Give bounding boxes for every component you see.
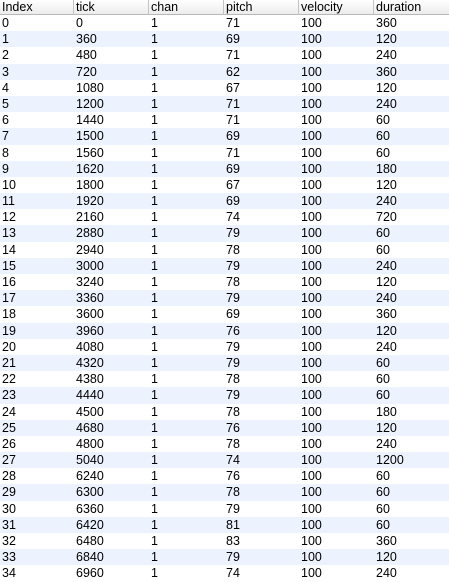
- table-header: [0, 0, 449, 15]
- table-row[interactable]: [0, 31, 449, 47]
- duration-cell: 60: [376, 517, 390, 532]
- table-row[interactable]: [0, 371, 449, 387]
- chan-cell: 1: [151, 258, 158, 273]
- velocity-cell: 100: [301, 210, 322, 225]
- chan-cell: 1: [151, 355, 158, 370]
- index-cell: 15: [2, 258, 16, 273]
- velocity-cell: 100: [301, 517, 322, 532]
- chan-cell: 1: [151, 161, 158, 176]
- duration-cell: 60: [376, 226, 390, 241]
- index-cell: 19: [2, 323, 16, 338]
- tick-cell: 6300: [76, 485, 104, 500]
- pitch-cell: 71: [226, 48, 240, 63]
- velocity-cell: 100: [301, 32, 322, 47]
- velocity-cell: 100: [301, 177, 322, 192]
- index-cell: 12: [2, 210, 16, 225]
- duration-cell: 240: [376, 566, 397, 581]
- velocity-cell: 100: [301, 566, 322, 581]
- pitch-cell: 71: [226, 16, 240, 30]
- velocity-cell: 100: [301, 436, 322, 451]
- tick-cell: 2940: [76, 242, 104, 257]
- pitch-cell: 78: [226, 485, 240, 500]
- table-row[interactable]: [0, 501, 449, 517]
- pitch-cell: 78: [226, 372, 240, 387]
- tick-cell: 2880: [76, 226, 104, 241]
- velocity-cell: 100: [301, 485, 322, 500]
- velocity-cell: 100: [301, 307, 322, 322]
- index-cell: 9: [2, 161, 9, 176]
- index-cell: 22: [2, 372, 16, 387]
- index-cell: 25: [2, 420, 16, 435]
- velocity-cell: 100: [301, 323, 322, 338]
- table-row[interactable]: [0, 387, 449, 403]
- index-cell: 3: [2, 64, 9, 79]
- duration-cell: 240: [376, 96, 397, 111]
- pitch-cell: 76: [226, 469, 240, 484]
- pitch-cell: 79: [226, 226, 240, 241]
- index-cell: 28: [2, 469, 16, 484]
- duration-cell: 180: [376, 161, 397, 176]
- tick-cell: 480: [76, 48, 97, 63]
- index-cell: 10: [2, 177, 16, 192]
- chan-cell: 1: [151, 145, 158, 160]
- chan-cell: 1: [151, 210, 158, 225]
- pitch-cell: 62: [226, 64, 240, 79]
- index-cell: 0: [2, 16, 9, 30]
- table-row[interactable]: [0, 96, 449, 112]
- chan-cell: 1: [151, 534, 158, 548]
- duration-cell: 360: [376, 64, 397, 79]
- velocity-cell: 100: [301, 550, 322, 565]
- table-row[interactable]: [0, 565, 449, 581]
- table-row[interactable]: [0, 112, 449, 128]
- pitch-cell: 79: [226, 355, 240, 370]
- index-cell: 4: [2, 80, 9, 95]
- velocity-cell: 100: [301, 113, 322, 128]
- tick-cell: 3240: [76, 275, 104, 289]
- chan-cell: 1: [151, 48, 158, 63]
- duration-cell: 240: [376, 48, 397, 63]
- table-row[interactable]: [0, 177, 449, 193]
- index-cell: 30: [2, 501, 16, 516]
- velocity-cell: 100: [301, 469, 322, 484]
- index-cell: 18: [2, 307, 16, 322]
- chan-cell: 1: [151, 469, 158, 484]
- chan-cell: 1: [151, 291, 158, 306]
- tick-cell: 6480: [76, 534, 104, 548]
- duration-cell: 360: [376, 16, 397, 30]
- velocity-cell: 100: [301, 404, 322, 419]
- tick-cell: 1080: [76, 80, 104, 95]
- table-row[interactable]: [0, 549, 449, 565]
- pitch-cell: 79: [226, 291, 240, 306]
- table-row[interactable]: [0, 533, 449, 549]
- table-row[interactable]: [0, 193, 449, 209]
- velocity-cell: 100: [301, 242, 322, 257]
- tick-cell: 6360: [76, 501, 104, 516]
- index-cell: 24: [2, 404, 16, 419]
- column-header-tick[interactable]: tick: [74, 0, 149, 15]
- pitch-cell: 79: [226, 501, 240, 516]
- tick-cell: 4380: [76, 372, 104, 387]
- index-cell: 8: [2, 145, 9, 160]
- index-cell: 23: [2, 388, 16, 403]
- pitch-cell: 78: [226, 436, 240, 451]
- duration-cell: 180: [376, 404, 397, 419]
- chan-cell: 1: [151, 420, 158, 435]
- index-cell: 32: [2, 534, 16, 548]
- index-cell: 20: [2, 339, 16, 354]
- tick-cell: 2160: [76, 210, 104, 225]
- velocity-cell: 100: [301, 129, 322, 144]
- table-row[interactable]: [0, 274, 449, 290]
- pitch-cell: 69: [226, 32, 240, 47]
- duration-cell: 240: [376, 436, 397, 451]
- duration-cell: 360: [376, 307, 397, 322]
- table-row[interactable]: [0, 145, 449, 161]
- table-row[interactable]: [0, 290, 449, 306]
- table-row[interactable]: [0, 355, 449, 371]
- table-row[interactable]: [0, 484, 449, 500]
- duration-cell: 60: [376, 113, 390, 128]
- index-cell: 34: [2, 566, 16, 581]
- duration-cell: 120: [376, 177, 397, 192]
- chan-cell: 1: [151, 16, 158, 30]
- tick-cell: 4500: [76, 404, 104, 419]
- duration-cell: 60: [376, 469, 390, 484]
- duration-cell: 60: [376, 129, 390, 144]
- tick-cell: 1620: [76, 161, 104, 176]
- duration-cell: 720: [376, 210, 397, 225]
- pitch-cell: 71: [226, 145, 240, 160]
- velocity-cell: 100: [301, 48, 322, 63]
- duration-cell: 120: [376, 32, 397, 47]
- index-cell: 29: [2, 485, 16, 500]
- tick-cell: 4800: [76, 436, 104, 451]
- pitch-cell: 79: [226, 258, 240, 273]
- index-cell: 26: [2, 436, 16, 451]
- duration-cell: 60: [376, 145, 390, 160]
- chan-cell: 1: [151, 96, 158, 111]
- table-row[interactable]: [0, 128, 449, 144]
- table-row[interactable]: [0, 80, 449, 96]
- pitch-cell: 74: [226, 566, 240, 581]
- duration-cell: 60: [376, 242, 390, 257]
- pitch-cell: 76: [226, 323, 240, 338]
- table-row[interactable]: [0, 161, 449, 177]
- table-row[interactable]: [0, 468, 449, 484]
- tick-cell: 4080: [76, 339, 104, 354]
- duration-cell: 60: [376, 355, 390, 370]
- chan-cell: 1: [151, 566, 158, 581]
- pitch-cell: 69: [226, 194, 240, 209]
- index-cell: 33: [2, 550, 16, 565]
- duration-cell: 120: [376, 323, 397, 338]
- index-cell: 13: [2, 226, 16, 241]
- duration-cell: 120: [376, 80, 397, 95]
- tick-cell: 3600: [76, 307, 104, 322]
- tick-cell: 1440: [76, 113, 104, 128]
- pitch-cell: 79: [226, 339, 240, 354]
- index-cell: 6: [2, 113, 9, 128]
- velocity-cell: 100: [301, 80, 322, 95]
- index-cell: 16: [2, 275, 16, 289]
- table-row[interactable]: [0, 339, 449, 355]
- duration-cell: 240: [376, 258, 397, 273]
- tick-cell: 1920: [76, 194, 104, 209]
- chan-cell: 1: [151, 550, 158, 565]
- tick-cell: 6960: [76, 566, 104, 581]
- tick-cell: 1560: [76, 145, 104, 160]
- pitch-cell: 69: [226, 161, 240, 176]
- chan-cell: 1: [151, 323, 158, 338]
- tick-cell: 6840: [76, 550, 104, 565]
- chan-cell: 1: [151, 388, 158, 403]
- velocity-cell: 100: [301, 372, 322, 387]
- table-row[interactable]: [0, 242, 449, 258]
- velocity-cell: 100: [301, 275, 322, 289]
- velocity-cell: 100: [301, 194, 322, 209]
- pitch-cell: 69: [226, 307, 240, 322]
- index-cell: 1: [2, 32, 9, 47]
- chan-cell: 1: [151, 307, 158, 322]
- table-row[interactable]: [0, 306, 449, 322]
- velocity-cell: 100: [301, 64, 322, 79]
- pitch-cell: 78: [226, 242, 240, 257]
- tick-cell: 720: [76, 64, 97, 79]
- chan-cell: 1: [151, 436, 158, 451]
- index-cell: 2: [2, 48, 9, 63]
- pitch-cell: 78: [226, 404, 240, 419]
- duration-cell: 120: [376, 275, 397, 289]
- velocity-cell: 100: [301, 96, 322, 111]
- duration-cell: 120: [376, 420, 397, 435]
- duration-cell: 1200: [376, 453, 404, 468]
- velocity-cell: 100: [301, 258, 322, 273]
- pitch-cell: 76: [226, 420, 240, 435]
- column-header-chan[interactable]: chan: [149, 0, 224, 15]
- table-row[interactable]: [0, 404, 449, 420]
- tick-cell: 1800: [76, 177, 104, 192]
- velocity-cell: 100: [301, 226, 322, 241]
- table-body: [0, 15, 449, 582]
- index-cell: 11: [2, 194, 15, 209]
- pitch-cell: 81: [226, 517, 240, 532]
- table-row[interactable]: [0, 323, 449, 339]
- tick-cell: 4440: [76, 388, 104, 403]
- tick-cell: 3960: [76, 323, 104, 338]
- table-row[interactable]: [0, 15, 449, 31]
- pitch-cell: 79: [226, 388, 240, 403]
- velocity-cell: 100: [301, 453, 322, 468]
- chan-cell: 1: [151, 226, 158, 241]
- velocity-cell: 100: [301, 145, 322, 160]
- duration-cell: 60: [376, 501, 390, 516]
- column-header-duration[interactable]: duration: [376, 0, 422, 14]
- index-cell: 27: [2, 453, 16, 468]
- chan-cell: 1: [151, 129, 158, 144]
- table-row[interactable]: [0, 225, 449, 241]
- duration-cell: 240: [376, 291, 397, 306]
- column-header-velocity[interactable]: velocity: [299, 0, 374, 15]
- chan-cell: 1: [151, 32, 158, 47]
- pitch-cell: 79: [226, 550, 240, 565]
- tick-cell: 5040: [76, 453, 104, 468]
- duration-cell: 60: [376, 388, 390, 403]
- table-row[interactable]: [0, 209, 449, 225]
- chan-cell: 1: [151, 404, 158, 419]
- tick-cell: 1500: [76, 129, 104, 144]
- pitch-cell: 74: [226, 453, 240, 468]
- table-row[interactable]: [0, 517, 449, 533]
- index-cell: 5: [2, 96, 9, 111]
- tick-cell: 1200: [76, 96, 104, 111]
- index-cell: 31: [2, 517, 16, 532]
- chan-cell: 1: [151, 501, 158, 516]
- tick-cell: 0: [76, 16, 83, 30]
- pitch-cell: 78: [226, 275, 240, 289]
- table-row[interactable]: [0, 47, 449, 63]
- tick-cell: 4680: [76, 420, 104, 435]
- duration-cell: 120: [376, 550, 397, 565]
- table-row[interactable]: [0, 64, 449, 80]
- duration-cell: 60: [376, 485, 390, 500]
- velocity-cell: 100: [301, 355, 322, 370]
- velocity-cell: 100: [301, 534, 322, 548]
- duration-cell: 60: [376, 372, 390, 387]
- chan-cell: 1: [151, 275, 158, 289]
- chan-cell: 1: [151, 339, 158, 354]
- chan-cell: 1: [151, 453, 158, 468]
- pitch-cell: 83: [226, 534, 240, 548]
- chan-cell: 1: [151, 485, 158, 500]
- tick-cell: 4320: [76, 355, 104, 370]
- table-row[interactable]: [0, 258, 449, 274]
- index-cell: 14: [2, 242, 16, 257]
- chan-cell: 1: [151, 64, 158, 79]
- pitch-cell: 74: [226, 210, 240, 225]
- pitch-cell: 67: [226, 80, 240, 95]
- duration-cell: 240: [376, 194, 397, 209]
- pitch-cell: 67: [226, 177, 240, 192]
- index-cell: 17: [2, 291, 16, 306]
- velocity-cell: 100: [301, 420, 322, 435]
- table-row[interactable]: [0, 436, 449, 452]
- pitch-cell: 69: [226, 129, 240, 144]
- tick-cell: 3000: [76, 258, 104, 273]
- velocity-cell: 100: [301, 161, 322, 176]
- velocity-cell: 100: [301, 16, 322, 30]
- velocity-cell: 100: [301, 501, 322, 516]
- pitch-cell: 71: [226, 113, 240, 128]
- index-cell: 7: [2, 129, 9, 144]
- chan-cell: 1: [151, 194, 158, 209]
- duration-cell: 360: [376, 534, 397, 548]
- tick-cell: 6240: [76, 469, 104, 484]
- tick-cell: 360: [76, 32, 97, 47]
- index-cell: 21: [2, 355, 16, 370]
- table-row[interactable]: [0, 420, 449, 436]
- column-header-index[interactable]: Index: [0, 0, 74, 15]
- duration-cell: 240: [376, 339, 397, 354]
- velocity-cell: 100: [301, 388, 322, 403]
- column-header-pitch[interactable]: pitch: [224, 0, 299, 15]
- chan-cell: 1: [151, 113, 158, 128]
- tick-cell: 6420: [76, 517, 104, 532]
- chan-cell: 1: [151, 177, 158, 192]
- chan-cell: 1: [151, 517, 158, 532]
- velocity-cell: 100: [301, 291, 322, 306]
- chan-cell: 1: [151, 242, 158, 257]
- table-row[interactable]: [0, 452, 449, 468]
- chan-cell: 1: [151, 80, 158, 95]
- pitch-cell: 71: [226, 96, 240, 111]
- chan-cell: 1: [151, 372, 158, 387]
- velocity-cell: 100: [301, 339, 322, 354]
- tick-cell: 3360: [76, 291, 104, 306]
